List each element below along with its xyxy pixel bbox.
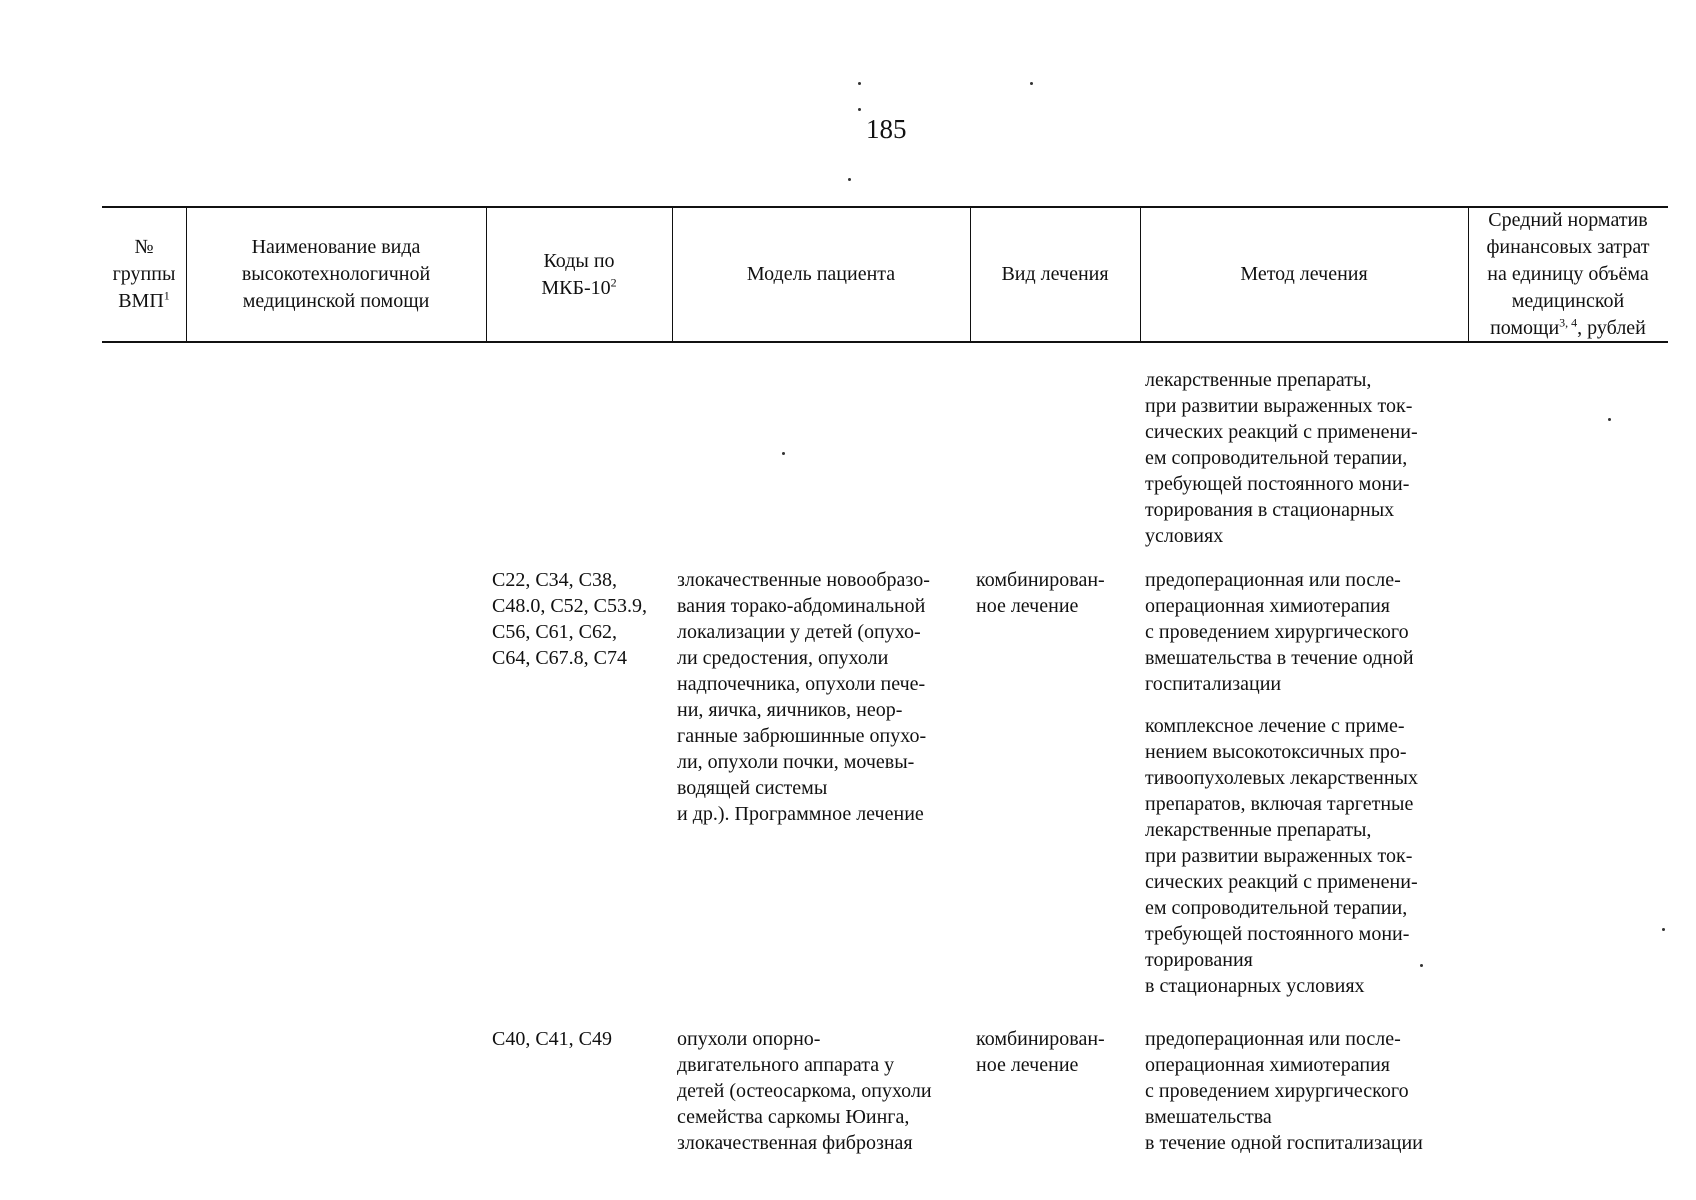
header-patient-model: Модель пациента (746, 263, 896, 285)
scan-speck (858, 82, 861, 85)
row-1-treatment-type: комбинирован- ное лечение (976, 569, 1105, 617)
continuation-method: лекарственные препараты, при развитии выраженных ток- сических реакций с применени- ем сопроводительной терапии, требующей постоянного мони- торирования в стационарных условиях (1145, 369, 1418, 547)
scan-speck (1608, 418, 1611, 421)
scan-speck (848, 178, 851, 181)
header-icd-codes: Коды по МКБ-$10^2$ (541, 249, 617, 299)
row-1-method-1: предоперационная или после- операционная химиотерапия с проведением хирургического вмешательства в течение одной госпитализации (1145, 569, 1414, 695)
row-2-patient-model: опухоли опорно- двигательного аппарата у детей (остеосаркома, опухоли семейства саркомы Юинга, злокачественная фиброзная (677, 1028, 932, 1154)
header-average-cost: Средний норматив финансовых затрат на единицу объёма медицинской помощи$^{3, 4}$, рублей (1486, 209, 1650, 339)
header-treatment-type: Вид лечения (1001, 263, 1109, 285)
scan-speck (782, 452, 785, 455)
row-2-codes: C40, C41, C49 (492, 1028, 613, 1050)
vmp-table (102, 206, 1668, 343)
scan-speck (1662, 928, 1665, 931)
header-group-number: № группы ВМП$^1$ (112, 236, 176, 312)
row-1-patient-model: злокачественные новообразо- вания торако-абдоминальной локализации у детей (опухо- ли средостения, опухоли надпочечника, опухоли пече- ни, яичка, яичников, неор- ганные забрюшинные опухо- ли, опухоли почки, мочевы- водящей системы и др.). Программное лечение (677, 569, 930, 825)
scan-speck (1030, 82, 1033, 85)
row-1-method-2: комплексное лечение с приме- нением высокотоксичных про- тивоопухолевых лекарственных препаратов, включая таргетные лекарственные препараты, при развитии выраженных ток- сических реакций с применени- ем сопроводительной терапии, требующей постоянного мони- торирования в стационарных условиях (1145, 715, 1418, 997)
page-number: 185 (866, 114, 907, 144)
row-2-treatment-type: комбинирован- ное лечение (976, 1028, 1105, 1076)
table-header (102, 206, 1668, 343)
row-1-codes: C22, C34, C38, C48.0, C52, C53.9, C56, C61, C62, C64, C67.8, C74 (492, 569, 648, 669)
header-care-type-name: Наименование вида высокотехнологичной медицинской помощи (241, 236, 431, 312)
row-2-method-1: предоперационная или после- операционная химиотерапия с проведением хирургического вмешательства в течение одной госпитализации (1145, 1028, 1423, 1154)
header-treatment-method: Метод лечения (1240, 263, 1368, 285)
scan-speck (858, 108, 861, 111)
